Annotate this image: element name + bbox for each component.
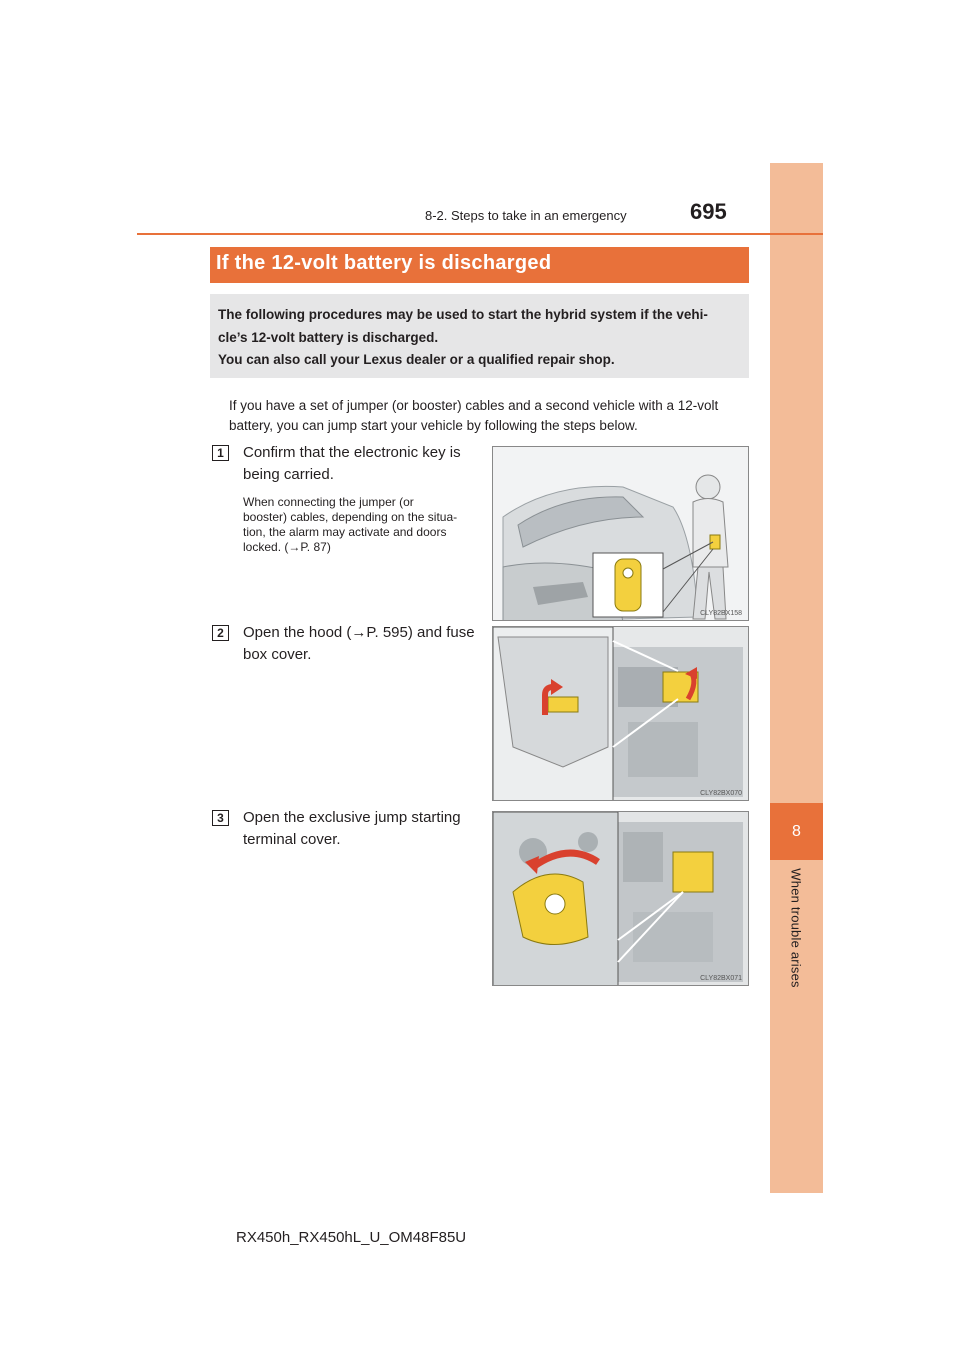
intro-line-2: cle’s 12-volt battery is discharged. <box>218 330 439 345</box>
step-2-text-2: box cover. <box>243 646 312 663</box>
step-2-figure <box>492 626 749 801</box>
step-1-note-1: When connecting the jumper (or <box>243 495 414 509</box>
step-3-figure <box>492 811 749 986</box>
step-2-number: 2 <box>212 625 229 641</box>
figure-code: CLY82BX158 <box>700 610 742 617</box>
body-line-1: If you have a set of jumper (or booster) cables and a second vehicle with a 12-volt <box>229 398 719 413</box>
jump-terminal-illustration <box>493 812 749 986</box>
figure-code: CLY82BX070 <box>700 790 742 797</box>
step-3-text-2: terminal cover. <box>243 831 341 848</box>
chapter-label: When trouble arises <box>788 868 804 988</box>
footer-manual-code: RX450h_RX450hL_U_OM48F85U <box>236 1229 467 1246</box>
intro-line-3: You can also call your Lexus dealer or a qualified repair shop. <box>218 352 615 367</box>
step-1-number: 1 <box>212 445 229 461</box>
header-rule <box>137 233 823 235</box>
intro-line-1: The following procedures may be used to start the hybrid system if the vehi- <box>218 307 708 322</box>
section-title: 8-2. Steps to take in an emergency <box>425 208 627 223</box>
step-3-text-1: Open the exclusive jump starting <box>243 809 461 826</box>
step-3-number: 3 <box>212 810 229 826</box>
step-1-note-4: locked. (→P. 87) <box>243 540 331 554</box>
step-2-text-1: Open the hood (→P. 595) and fuse <box>243 624 475 641</box>
chapter-number: 8 <box>770 803 823 860</box>
page-title: If the 12-volt battery is discharged <box>216 252 552 274</box>
step-1-text-2: being carried. <box>243 466 334 483</box>
step-1-note-3: tion, the alarm may activate and doors <box>243 525 447 539</box>
figure-code: CLY82BX071 <box>700 975 742 982</box>
page-number: 695 <box>690 199 727 224</box>
fuse-box-illustration <box>493 627 749 801</box>
step-1-text-1: Confirm that the electronic key is <box>243 444 461 461</box>
body-line-2: battery, you can jump start your vehicle by following the steps below. <box>229 418 638 433</box>
car-key-illustration <box>493 447 749 621</box>
step-1-figure <box>492 446 749 621</box>
chapter-side-tab <box>770 163 823 1193</box>
step-1-note-2: booster) cables, depending on the situa- <box>243 510 458 524</box>
